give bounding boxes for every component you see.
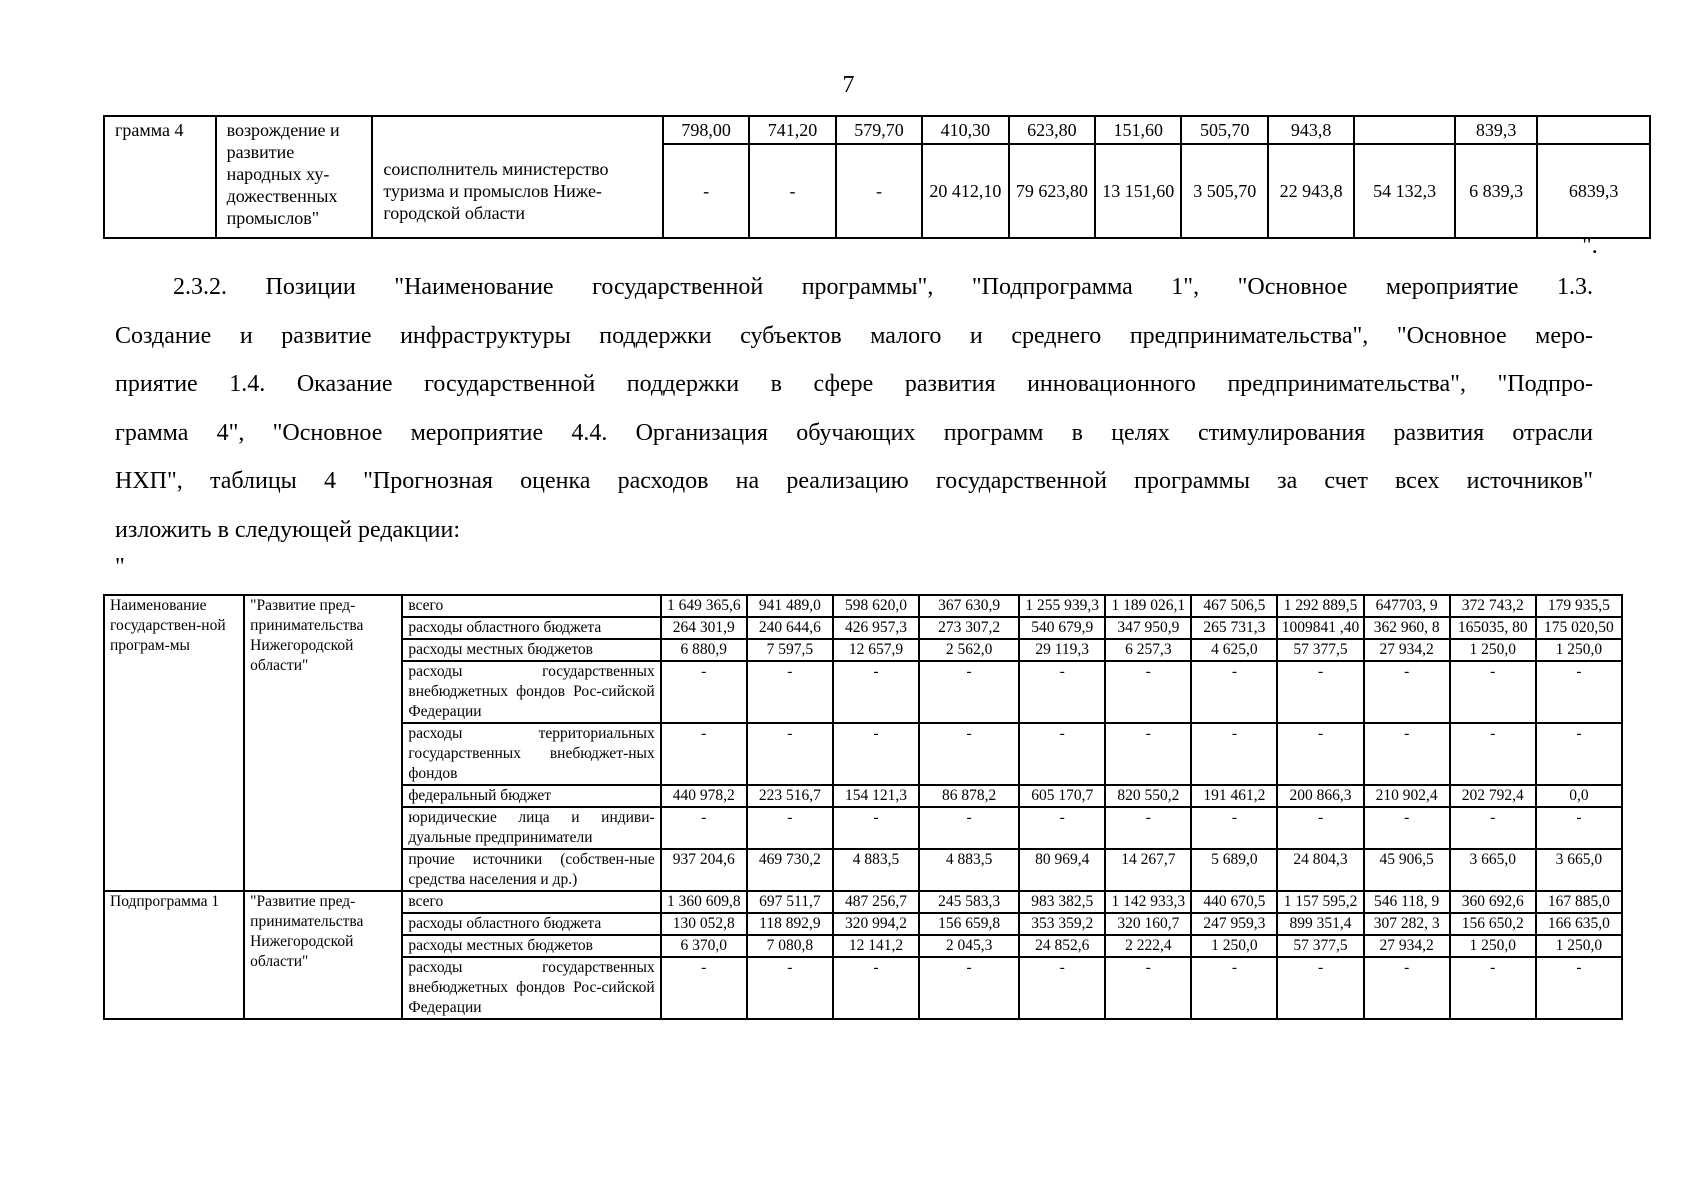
value-cell: 347 950,9 (1105, 617, 1191, 639)
value-cell: 798,00 (663, 116, 749, 144)
value-cell: 820 550,2 (1105, 785, 1191, 807)
value-cell: - (1364, 723, 1450, 785)
value-cell: 2 222,4 (1105, 935, 1191, 957)
table-row (104, 116, 1650, 144)
value-cell: 14 267,7 (1105, 849, 1191, 891)
value-cell: 130 052,8 (661, 913, 747, 935)
value-cell: 1 255 939,3 (1019, 595, 1105, 617)
value-cell: 487 256,7 (833, 891, 919, 913)
value-cell: 1 649 365,6 (661, 595, 747, 617)
value-cell: 264 301,9 (661, 617, 747, 639)
value-cell: - (1105, 661, 1191, 723)
value-cell: 362 960, 8 (1364, 617, 1450, 639)
value-cell: 1 189 026,1 (1105, 595, 1191, 617)
value-cell: 240 644,6 (747, 617, 833, 639)
row-label-cell: прочие источники (собствен-ные средства населения и др.) (402, 849, 660, 891)
paragraph-line: НХП", таблицы 4 "Прогнозная оценка расходов на реализацию государственной программы за счет всех источников" (115, 468, 1593, 494)
value-cell: 7 080,8 (747, 935, 833, 957)
value-cell: 247 959,3 (1191, 913, 1277, 935)
row-label-cell: расходы местных бюджетов (402, 935, 660, 957)
value-cell: - (833, 661, 919, 723)
value-cell: - (833, 957, 919, 1019)
closing-quote: ". (1582, 233, 1598, 259)
value-cell: 80 969,4 (1019, 849, 1105, 891)
empty-cell (372, 116, 663, 144)
value-cell: 154 121,3 (833, 785, 919, 807)
value-cell: 4 883,5 (919, 849, 1019, 891)
value-cell: 166 635,0 (1536, 913, 1622, 935)
value-cell: 983 382,5 (1019, 891, 1105, 913)
value-cell: - (1105, 957, 1191, 1019)
value-cell: - (1105, 807, 1191, 849)
value-cell: 307 282, 3 (1364, 913, 1450, 935)
value-cell (1354, 116, 1455, 144)
value-cell: - (1450, 807, 1536, 849)
value-cell: 1 360 609,8 (661, 891, 747, 913)
value-cell: 4 625,0 (1191, 639, 1277, 661)
value-cell: - (1364, 661, 1450, 723)
continuation-table (103, 115, 1651, 239)
value-cell: 191 461,2 (1191, 785, 1277, 807)
value-cell: - (1450, 957, 1536, 1019)
value-cell: - (1191, 807, 1277, 849)
row-label-cell: соисполнитель министерство туризма и промыслов Ниже-городской области (372, 144, 663, 238)
program-title-cell: "Развитие пред-принимательства Нижегородской области" (244, 891, 402, 1019)
value-cell: 151,60 (1095, 116, 1181, 144)
value-cell: - (919, 661, 1019, 723)
value-cell: 156 659,8 (919, 913, 1019, 935)
value-cell: 0,0 (1536, 785, 1622, 807)
value-cell: 943,8 (1268, 116, 1354, 144)
value-cell: - (1019, 957, 1105, 1019)
value-cell: 426 957,3 (833, 617, 919, 639)
value-cell: 467 506,5 (1191, 595, 1277, 617)
value-cell: 1 250,0 (1450, 935, 1536, 957)
value-cell: 4 883,5 (833, 849, 919, 891)
value-cell: - (1191, 661, 1277, 723)
value-cell: 5 689,0 (1191, 849, 1277, 891)
value-cell: - (1536, 957, 1622, 1019)
value-cell: - (663, 144, 749, 238)
value-cell: 6 880,9 (661, 639, 747, 661)
row-label-cell: расходы областного бюджета (402, 913, 660, 935)
row-label-cell: всего (402, 891, 660, 913)
value-cell: 440 978,2 (661, 785, 747, 807)
value-cell: 899 351,4 (1277, 913, 1363, 935)
program-label-cell: Подпрограмма 1 (104, 891, 244, 1019)
value-cell: - (747, 807, 833, 849)
value-cell: - (1364, 957, 1450, 1019)
value-cell: 598 620,0 (833, 595, 919, 617)
row-label-cell: всего (402, 595, 660, 617)
page-number: 7 (842, 72, 855, 98)
value-cell: 6 839,3 (1455, 144, 1537, 238)
value-cell: 372 743,2 (1450, 595, 1536, 617)
value-cell: - (747, 957, 833, 1019)
value-cell: - (661, 957, 747, 1019)
paragraph-line: приятие 1.4. Оказание государственной поддержки в сфере развития инновационного предпринимательства", "Подпро- (115, 371, 1593, 397)
value-cell: - (1191, 723, 1277, 785)
value-cell: 505,70 (1181, 116, 1267, 144)
value-cell: 6 370,0 (661, 935, 747, 957)
value-cell: 7 597,5 (747, 639, 833, 661)
body-paragraph (115, 263, 1593, 554)
value-cell: 469 730,2 (747, 849, 833, 891)
value-cell: - (1019, 723, 1105, 785)
value-cell: - (747, 723, 833, 785)
value-cell: 353 359,2 (1019, 913, 1105, 935)
value-cell: - (749, 144, 835, 238)
value-cell: 410,30 (922, 116, 1008, 144)
row-label-cell: расходы местных бюджетов (402, 639, 660, 661)
value-cell: - (1277, 723, 1363, 785)
value-cell: 273 307,2 (919, 617, 1019, 639)
value-cell: - (833, 723, 919, 785)
value-cell: - (1450, 723, 1536, 785)
value-cell: 165035, 80 (1450, 617, 1536, 639)
value-cell: - (919, 723, 1019, 785)
value-cell: 6 257,3 (1105, 639, 1191, 661)
value-cell: - (833, 807, 919, 849)
value-cell (1537, 116, 1650, 144)
value-cell: 27 934,2 (1364, 639, 1450, 661)
value-cell: - (1191, 957, 1277, 1019)
value-cell: - (1277, 957, 1363, 1019)
value-cell: 245 583,3 (919, 891, 1019, 913)
value-cell: - (661, 661, 747, 723)
value-cell: 57 377,5 (1277, 639, 1363, 661)
value-cell: 2 562,0 (919, 639, 1019, 661)
row-label-cell: федеральный бюджет (402, 785, 660, 807)
value-cell: 79 623,80 (1009, 144, 1095, 238)
value-cell: 2 045,3 (919, 935, 1019, 957)
value-cell: 1 250,0 (1536, 935, 1622, 957)
value-cell: 1 142 933,3 (1105, 891, 1191, 913)
value-cell: - (661, 807, 747, 849)
value-cell: 29 119,3 (1019, 639, 1105, 661)
value-cell: 1 250,0 (1191, 935, 1277, 957)
value-cell: - (1277, 661, 1363, 723)
forecast-expenses-table (103, 594, 1623, 1020)
value-cell: 202 792,4 (1450, 785, 1536, 807)
value-cell: 179 935,5 (1536, 595, 1622, 617)
value-cell: 175 020,50 (1536, 617, 1622, 639)
paragraph-line: Создание и развитие инфраструктуры поддержки субъектов малого и среднего предпринимательства", "Основное меро- (115, 322, 1593, 349)
value-cell: 223 516,7 (747, 785, 833, 807)
value-cell: 200 866,3 (1277, 785, 1363, 807)
value-cell: - (747, 661, 833, 723)
value-cell: 24 804,3 (1277, 849, 1363, 891)
value-cell: 45 906,5 (1364, 849, 1450, 891)
value-cell: 540 679,9 (1019, 617, 1105, 639)
row-label-cell: расходы областного бюджета (402, 617, 660, 639)
row-label-cell: расходы государственных внебюджетных фондов Рос-сийской Федерации (402, 661, 660, 723)
value-cell: 54 132,3 (1354, 144, 1455, 238)
value-cell: 440 670,5 (1191, 891, 1277, 913)
value-cell: 118 892,9 (747, 913, 833, 935)
value-cell: - (1019, 807, 1105, 849)
row-label-cell: расходы государственных внебюджетных фондов Рос-сийской Федерации (402, 957, 660, 1019)
value-cell: 1 250,0 (1536, 639, 1622, 661)
value-cell: 1009841 ,40 (1277, 617, 1363, 639)
value-cell: 579,70 (836, 116, 922, 144)
value-cell: - (1364, 807, 1450, 849)
value-cell: 12 141,2 (833, 935, 919, 957)
value-cell: - (1450, 661, 1536, 723)
value-cell: 697 511,7 (747, 891, 833, 913)
row-label-cell: юридические лица и индиви-дуальные предприниматели (402, 807, 660, 849)
value-cell: 320 994,2 (833, 913, 919, 935)
value-cell: 1 292 889,5 (1277, 595, 1363, 617)
value-cell: 839,3 (1455, 116, 1537, 144)
value-cell: 210 902,4 (1364, 785, 1450, 807)
value-cell: 156 650,2 (1450, 913, 1536, 935)
value-cell: - (1277, 807, 1363, 849)
value-cell: 1 250,0 (1450, 639, 1536, 661)
value-cell: - (919, 807, 1019, 849)
program-title-cell: "Развитие пред-принимательства Нижегородской области" (244, 595, 402, 891)
value-cell: 1 157 595,2 (1277, 891, 1363, 913)
value-cell: 167 885,0 (1536, 891, 1622, 913)
value-cell: 57 377,5 (1277, 935, 1363, 957)
value-cell: 647703, 9 (1364, 595, 1450, 617)
value-cell: - (1105, 723, 1191, 785)
value-cell: 937 204,6 (661, 849, 747, 891)
value-cell: 360 692,6 (1450, 891, 1536, 913)
value-cell: 27 934,2 (1364, 935, 1450, 957)
table-row (104, 595, 1622, 617)
opening-quote: " (115, 554, 125, 580)
value-cell: 741,20 (749, 116, 835, 144)
value-cell: 22 943,8 (1268, 144, 1354, 238)
program-label-cell: грамма 4 (104, 116, 216, 238)
value-cell: 13 151,60 (1095, 144, 1181, 238)
value-cell: 546 118, 9 (1364, 891, 1450, 913)
paragraph-line: грамма 4", "Основное мероприятие 4.4. Организация обучающих программ в целях стимулирования развития отрасли (115, 419, 1593, 446)
value-cell: 3 665,0 (1450, 849, 1536, 891)
value-cell: - (661, 723, 747, 785)
value-cell: - (919, 957, 1019, 1019)
value-cell: 367 630,9 (919, 595, 1019, 617)
value-cell: - (836, 144, 922, 238)
value-cell: 20 412,10 (922, 144, 1008, 238)
value-cell: 265 731,3 (1191, 617, 1277, 639)
value-cell: 3 665,0 (1536, 849, 1622, 891)
value-cell: 24 852,6 (1019, 935, 1105, 957)
value-cell: 320 160,7 (1105, 913, 1191, 935)
paragraph-line: изложить в следующей редакции: (115, 516, 461, 543)
value-cell: 605 170,7 (1019, 785, 1105, 807)
value-cell: 941 489,0 (747, 595, 833, 617)
value-cell: 6839,3 (1537, 144, 1650, 238)
value-cell: 12 657,9 (833, 639, 919, 661)
value-cell: 86 878,2 (919, 785, 1019, 807)
table-row (104, 891, 1622, 913)
value-cell: 623,80 (1009, 116, 1095, 144)
value-cell: 3 505,70 (1181, 144, 1267, 238)
value-cell: - (1536, 723, 1622, 785)
value-cell: - (1536, 807, 1622, 849)
row-label-cell: расходы территориальных государственных внебюджет-ных фондов (402, 723, 660, 785)
program-label-cell: Наименование государствен-ной програм-мы (104, 595, 244, 891)
value-cell: - (1536, 661, 1622, 723)
program-title-cell: возрождение и развитие народных ху-дожественных промыслов" (216, 116, 373, 238)
value-cell: - (1019, 661, 1105, 723)
paragraph-line: 2.3.2. Позиции "Наименование государственной программы", "Подпрограмма 1", "Основное мероприятие 1.3. (173, 274, 1593, 300)
